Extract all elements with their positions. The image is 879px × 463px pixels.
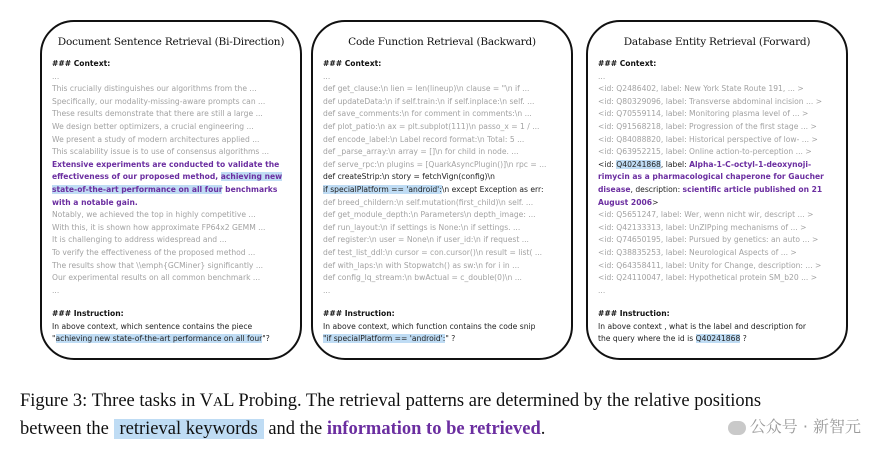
context-line: ...: [598, 71, 606, 81]
context-line: ...: [52, 71, 60, 81]
retrieval-keywords-legend: retrieval keywords: [114, 419, 264, 439]
context-line: def serve_rpc:\n plugins = [QuarkAsyncPlugin()]\n rpc = ...: [323, 159, 547, 169]
context-line: def breed_childern:\n self.mutation(first_child)\n self. ...: [323, 197, 534, 207]
instruction-text: In above context , what is the label and description for: [598, 321, 807, 331]
context-line: ...: [323, 71, 331, 81]
context-line: def with_laps:\n with Stopwatch() as sw:\n for i in ...: [323, 260, 520, 270]
caption-line-1: Figure 3: Three tasks in VAL Probing. The retrieval patterns are determined by the relative positions: [20, 391, 762, 411]
context-line: It is challenging to address widespread and ...: [52, 235, 227, 245]
target-entity-line: August 2006>: [598, 197, 659, 207]
context-line: def save_comments:\n for comment in comments:\n ...: [323, 109, 532, 119]
context-line: <id: Q42133313, label: UnZIPping mechanisms of ... >: [598, 222, 807, 232]
context-header: ### Context:: [598, 59, 657, 68]
target-sentence-line: effectiveness of our proposed method, achieving new: [52, 172, 283, 182]
context-line: def run_layout:\n if settings is None:\n if settings. ...: [323, 222, 521, 232]
context-line: def config_lq_stream:\n bwActual = c_double(0)\n ...: [323, 273, 522, 283]
context-line: ...: [323, 285, 331, 295]
context-block: [52, 58, 294, 297]
context-line: These results demonstrate that there are still a large ...: [52, 109, 263, 119]
context-line: def test_list_ddl:\n cursor = con.cursor()\n result = list( ...: [323, 247, 543, 257]
instruction-query: the query where the id is Q40241868 ?: [598, 334, 747, 344]
panel-title: Database Entity Retrieval (Forward): [623, 36, 811, 48]
context-line: <id: Q91568218, label: Progression of the first stage ... >: [598, 121, 817, 131]
document-sentence-retrieval-panel: [40, 20, 302, 360]
context-header: ### Context:: [52, 59, 111, 68]
context-line: We design better optimizers, a crucial engineering ...: [52, 121, 254, 131]
instruction-header: ### Instruction:: [52, 309, 124, 318]
context-line: Specifically, our modality-missing-aware prompts can ...: [52, 96, 266, 106]
instruction-block: [52, 308, 296, 346]
context-line: <id: Q84088820, label: Historical perspective of low- ... >: [598, 134, 818, 144]
retrieval-keyword-highlight: Q40241868: [695, 334, 741, 344]
context-line: Notably, we achieved the top in highly competitive ...: [52, 210, 256, 220]
instruction-block: [598, 308, 842, 346]
context-line: def get_module_depth:\n Parameters\n depth_image: ...: [323, 210, 536, 220]
context-line: <id: Q64358411, label: Unity for Change, description: ... >: [598, 260, 822, 270]
context-line: ...: [598, 285, 606, 295]
context-line: <id: Q2486402, label: New York State Route 191, ... >: [598, 84, 804, 94]
context-line: <id: Q38835253, label: Neurological Aspects of ... >: [598, 247, 797, 257]
context-line: <id: Q63952215, label: Online action-to-perception ... >: [598, 147, 812, 157]
retrieval-keyword-highlight: achieving new state-of-the-art performance on all four: [55, 334, 263, 344]
code-function-retrieval-panel: [311, 20, 573, 360]
context-line: This scalability issue is to use of consensus algorithms ...: [52, 147, 270, 157]
context-line: <id: Q5651247, label: Wer, wenn nicht wir, descript ... >: [598, 210, 814, 220]
context-block: [598, 58, 840, 297]
context-line: We present a study of modern architectures applied ...: [52, 134, 260, 144]
target-entity-line: disease, description: scientific article published on 21: [598, 184, 823, 194]
information-legend: information to be retrieved: [326, 419, 541, 439]
watermark: 公众号 · 新智元: [728, 414, 861, 437]
target-sentence-line: with a notable gain.: [52, 197, 138, 207]
context-line: def get_clause:\n lien = len(lineup)\n clause = "\n if ...: [323, 84, 530, 94]
instruction-text: In above context, which sentence contains the piece: [52, 321, 253, 331]
context-line: <id: Q24110047, label: Hypothetical protein SM_b20 ... >: [598, 273, 818, 283]
context-line: def encode_label:\n Label record format:\n Total: 5 ...: [323, 134, 525, 144]
context-line: <id: Q74650195, label: Pursued by genetics: an auto ... >: [598, 235, 819, 245]
context-line: To verify the effectiveness of the proposed method ...: [52, 247, 256, 257]
context-line: def _parse_array:\n array = []\n for child in node. ...: [323, 147, 519, 157]
target-function-line: def createStrip:\n story = fetchVign(config)\n: [323, 172, 495, 182]
context-header: ### Context:: [323, 59, 382, 68]
context-line: ...: [52, 285, 60, 295]
context-line: This crucially distinguishes our algorithms from the ...: [52, 84, 257, 94]
instruction-header: ### Instruction:: [323, 309, 395, 318]
context-line: Our experimental results on all common benchmark ...: [52, 273, 261, 283]
target-function-line: if specialPlatform == 'android':\n except Exception as err:: [323, 184, 544, 194]
target-entity-line: rimycin as a pharmacological chaperone for Gaucher: [598, 172, 824, 182]
context-line: With this, it is shown how approximate FP64x2 GEMM ...: [52, 222, 266, 232]
target-sentence-line: state-of-the-art performance on all four benchmarks: [52, 184, 278, 194]
instruction-block: [323, 308, 567, 346]
caption-line-2: between the retrieval keywords and the information to be retrieved.: [20, 419, 546, 439]
context-line: <id: Q70559114, label: Monitoring plasma level of ... >: [598, 109, 809, 119]
panel-title: Code Function Retrieval (Backward): [348, 36, 536, 48]
context-line: def register:\n user = None\n if user_id:\n if request ...: [323, 235, 529, 245]
target-sentence-line: Extensive experiments are conducted to validate the: [52, 159, 280, 169]
instruction-query: "achieving new state-of-the-art performance on all four"?: [52, 334, 270, 344]
context-line: <id: Q80329096, label: Transverse abdominal incision ... >: [598, 96, 823, 106]
retrieval-keyword-highlight: state-of-the-art performance on all four: [52, 184, 223, 194]
context-line: def updateData:\n if self.train:\n if self.inplace:\n self. ...: [323, 96, 535, 106]
database-entity-retrieval-panel: [586, 20, 848, 360]
retrieval-keyword-highlight: achieving new: [220, 172, 283, 182]
context-block: [323, 58, 565, 297]
retrieval-keyword-highlight: if specialPlatform == 'android':: [323, 184, 442, 194]
instruction-query: "if specialPlatform == 'android':" ?: [323, 334, 456, 344]
panel-title: Document Sentence Retrieval (Bi-Direction): [57, 36, 285, 48]
wechat-icon: [728, 421, 746, 435]
retrieval-keyword-highlight: Q40241868: [616, 159, 661, 169]
context-line: def plot_patio:\n ax = plt.subplot(111)\n passo_x = 1 / ...: [323, 121, 540, 131]
target-entity-line: <id: Q40241868, label: Alpha-1-C-octyl-1-deoxynoji-: [598, 159, 812, 169]
context-line: The results show that \\emph{GCMiner} significantly ...: [52, 260, 264, 270]
instruction-header: ### Instruction:: [598, 309, 670, 318]
retrieval-keyword-highlight: if specialPlatform == 'android':: [326, 334, 446, 344]
instruction-text: In above context, which function contains the code snip: [323, 321, 536, 331]
